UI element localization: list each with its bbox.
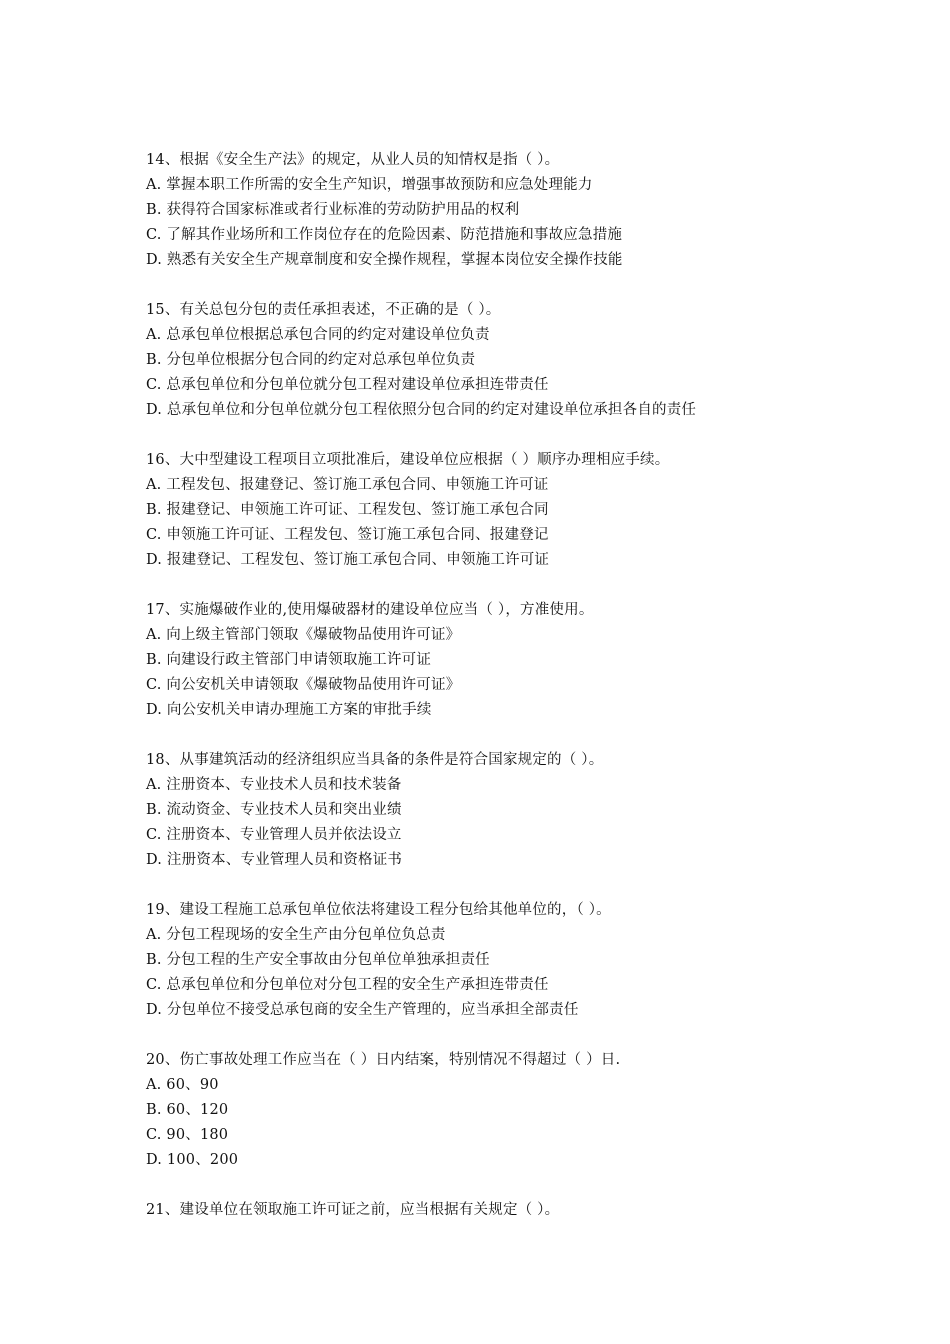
option-c: C. 注册资本、专业管理人员并依法设立 [146, 827, 402, 843]
option-b: B. 分包工程的生产安全事故由分包单位单独承担责任 [146, 952, 490, 968]
question-stem: 18、从事建筑活动的经济组织应当具备的条件是符合国家规定的（ ）。 [146, 752, 604, 768]
option-c: C. 向公安机关申请领取《爆破物品使用许可证》 [146, 677, 461, 693]
question-21 [146, 1198, 916, 1223]
option-b: B. 分包单位根据分包合同的约定对总承包单位负责 [146, 352, 476, 368]
option-b: B. 报建登记、申领施工许可证、工程发包、签订施工承包合同 [146, 502, 549, 518]
question-stem: 21、建设单位在领取施工许可证之前，应当根据有关规定（ ）。 [146, 1202, 560, 1218]
option-c: C. 申领施工许可证、工程发包、签订施工承包合同、报建登记 [146, 527, 549, 543]
option-d: D. 向公安机关申请办理施工方案的审批手续 [146, 702, 432, 718]
option-d: D. 熟悉有关安全生产规章制度和安全操作规程，掌握本岗位安全操作技能 [146, 252, 623, 268]
option-b: B. 获得符合国家标准或者行业标准的劳动防护用品的权利 [146, 202, 520, 218]
question-stem: 17、实施爆破作业的,使用爆破器材的建设单位应当（ ），方准使用。 [146, 602, 594, 618]
question-list [146, 148, 916, 1248]
question-stem: 20、伤亡事故处理工作应当在（ ）日内结案，特别情况不得超过（ ）日. [146, 1052, 621, 1068]
question-stem: 19、建设工程施工总承包单位依法将建设工程分包给其他单位的，（ ）。 [146, 902, 611, 918]
option-d: D. 注册资本、专业管理人员和资格证书 [146, 852, 403, 868]
question-17 [146, 598, 916, 723]
option-a: A. 总承包单位根据总承包合同的约定对建设单位负责 [146, 327, 490, 343]
question-stem: 14、根据《安全生产法》的规定，从业人员的知情权是指（ ）。 [146, 152, 560, 168]
option-c: C. 了解其作业场所和工作岗位存在的危险因素、防范措施和事故应急措施 [146, 227, 623, 243]
question-16 [146, 448, 916, 573]
option-a: A. 60、90 [146, 1077, 219, 1093]
question-stem: 16、大中型建设工程项目立项批准后，建设单位应根据（ ）顺序办理相应手续。 [146, 452, 670, 468]
option-d: D. 分包单位不接受总承包商的安全生产管理的，应当承担全部责任 [146, 1002, 579, 1018]
option-c: C. 90、180 [146, 1127, 229, 1143]
question-20 [146, 1048, 916, 1173]
question-15 [146, 298, 916, 423]
option-d: D. 总承包单位和分包单位就分包工程依照分包合同的约定对建设单位承担各自的责任 [146, 402, 697, 418]
option-a: A. 向上级主管部门领取《爆破物品使用许可证》 [146, 627, 461, 643]
option-b: B. 向建设行政主管部门申请领取施工许可证 [146, 652, 432, 668]
option-c: C. 总承包单位和分包单位就分包工程对建设单位承担连带责任 [146, 377, 549, 393]
option-a: A. 注册资本、专业技术人员和技术装备 [146, 777, 402, 793]
option-b: B. 流动资金、专业技术人员和突出业绩 [146, 802, 402, 818]
option-b: B. 60、120 [146, 1102, 229, 1118]
option-d: D. 报建登记、工程发包、签订施工承包合同、申领施工许可证 [146, 552, 550, 568]
option-a: A. 掌握本职工作所需的安全生产知识，增强事故预防和应急处理能力 [146, 177, 593, 193]
question-14 [146, 148, 916, 273]
option-a: A. 分包工程现场的安全生产由分包单位负总责 [146, 927, 446, 943]
question-stem: 15、有关总包分包的责任承担表述，不正确的是（ ）。 [146, 302, 501, 318]
option-d: D. 100、200 [146, 1152, 239, 1168]
option-a: A. 工程发包、报建登记、签订施工承包合同、申领施工许可证 [146, 477, 549, 493]
option-c: C. 总承包单位和分包单位对分包工程的安全生产承担连带责任 [146, 977, 549, 993]
question-19 [146, 898, 916, 1023]
question-18 [146, 748, 916, 873]
